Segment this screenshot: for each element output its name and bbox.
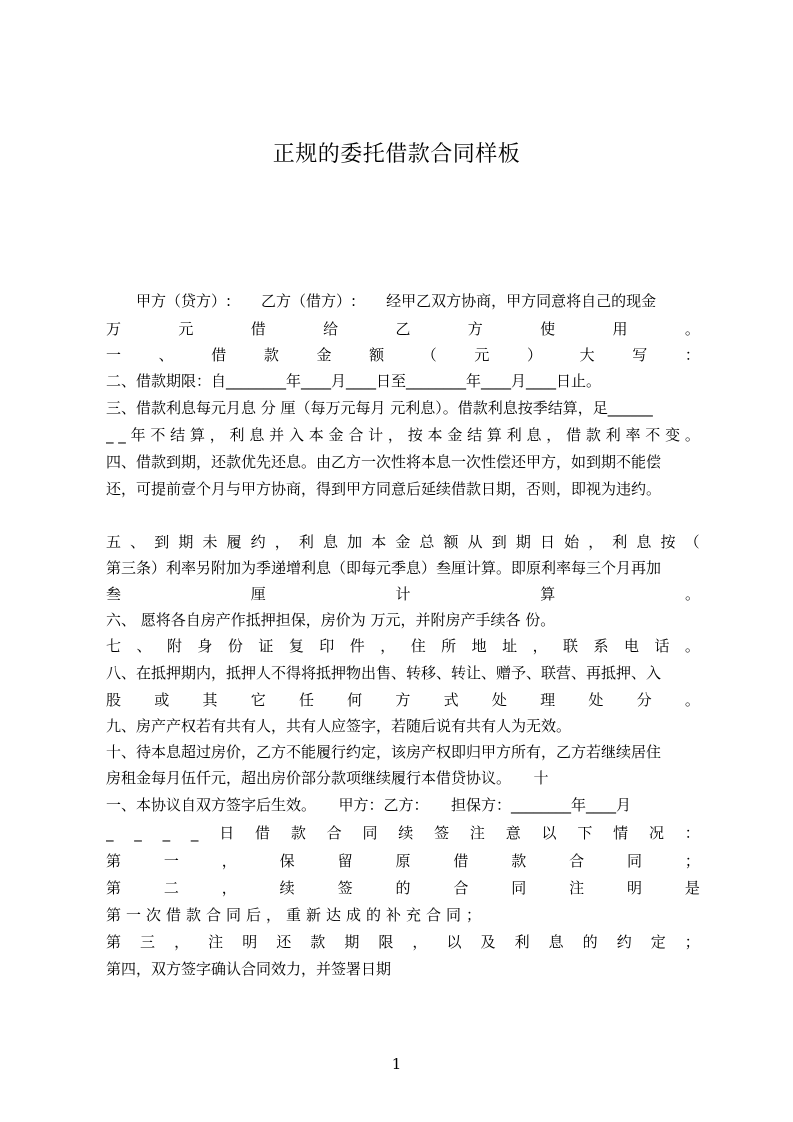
text-char: 、 — [130, 533, 146, 551]
text-char: 下 — [577, 824, 593, 842]
text-char: 息 — [322, 533, 338, 551]
text-char: 方 — [467, 320, 483, 338]
text-char: 并 — [269, 426, 285, 444]
text-char: 乙 — [395, 320, 411, 338]
text-char: 利 — [298, 533, 314, 551]
text-char: ； — [684, 933, 700, 951]
text-char: 给 — [323, 320, 339, 338]
text-char: ： — [684, 824, 700, 842]
text-char: ， — [221, 852, 237, 870]
text-char: ， — [588, 533, 604, 551]
text-char: 第 — [106, 852, 122, 870]
text-char: 。 — [684, 637, 700, 655]
text-line: 一、本协议自双方签字后生效。 甲方：乙方： 担保方：________年____月 — [106, 796, 632, 814]
text-line — [106, 875, 700, 901]
text-line: 六、 愿将各自房产作抵押担保，房价为 万元，并附房产手续各 份。 — [106, 611, 556, 629]
text-char: 复 — [288, 637, 304, 655]
text-char: 系 — [593, 637, 609, 655]
text-char: 万 — [106, 320, 122, 338]
text-char: 合 — [453, 879, 469, 897]
text-char: 借 — [211, 346, 227, 364]
text-char: 算 — [189, 426, 205, 444]
text-char: 不 — [645, 426, 661, 444]
text-char: 利 — [612, 533, 628, 551]
text-char: 期 — [178, 533, 194, 551]
text-char: 一 — [163, 852, 179, 870]
text-char: 二 — [163, 879, 179, 897]
text-char: 份 — [227, 637, 243, 655]
text-char: 、 — [158, 346, 174, 364]
text-char: 或 — [154, 691, 170, 709]
text-line — [106, 581, 700, 607]
text-char: 利 — [506, 426, 522, 444]
text-char: ， — [412, 933, 428, 951]
text-char: 额 — [369, 346, 385, 364]
text-char: 定 — [650, 933, 666, 951]
text-char: 注 — [569, 879, 585, 897]
text-char: 同 — [627, 852, 643, 870]
text-char: 利 — [514, 933, 530, 951]
text-char: 电 — [623, 637, 639, 655]
text-char: 使 — [540, 320, 556, 338]
text-char: 七 — [106, 637, 122, 655]
text-char: 续 — [398, 824, 414, 842]
text-line: 十、待本息超过房价，乙方不能履行约定，该房产权即归甲方所有，乙方若继续居住 — [106, 743, 662, 761]
text-char: 。 — [684, 426, 700, 444]
text-char: 联 — [563, 637, 579, 655]
text-char: 算 — [540, 585, 556, 603]
text-char: 式 — [443, 691, 459, 709]
text-char: 理 — [540, 691, 556, 709]
text-char: 所 — [441, 637, 457, 655]
text-char: 率 — [625, 426, 641, 444]
text-char: 息 — [526, 426, 542, 444]
text-char: 。 — [684, 691, 700, 709]
text-char: 款 — [263, 346, 279, 364]
text-char: 息 — [249, 426, 265, 444]
text-line — [106, 529, 700, 555]
text-char: 。 — [684, 585, 700, 603]
text-char: 其 — [202, 691, 218, 709]
text-char: 五 — [106, 533, 122, 551]
text-line — [106, 422, 700, 448]
text-char: 总 — [419, 533, 435, 551]
text-char: 款 — [585, 426, 601, 444]
text-char: 约 — [250, 533, 266, 551]
text-char: 股 — [106, 691, 122, 709]
text-line — [106, 820, 700, 846]
text-line — [106, 342, 700, 368]
text-char: 借 — [566, 426, 582, 444]
text-char: 处 — [491, 691, 507, 709]
text-char: ， — [532, 637, 548, 655]
text-char: 到 — [154, 533, 170, 551]
text-char: 任 — [298, 691, 314, 709]
text-char: （ — [684, 533, 700, 551]
text-char: 日 — [219, 824, 235, 842]
page-number: 1 — [391, 1055, 402, 1073]
text-char: 履 — [226, 533, 242, 551]
text-char: 明 — [627, 879, 643, 897]
text-char: 息 — [636, 533, 652, 551]
text-char: 年 — [130, 426, 146, 444]
text-char: 保 — [279, 852, 295, 870]
text-char: 款 — [290, 824, 306, 842]
text-char: 签 — [434, 824, 450, 842]
text-char: 本 — [371, 533, 387, 551]
text-char: 结 — [467, 426, 483, 444]
text-char: 第 — [106, 879, 122, 897]
text-char: 按 — [407, 426, 423, 444]
text-char: 注 — [469, 824, 485, 842]
text-line — [106, 929, 700, 955]
text-line: 四、借款到期，还款优先还息。由乙方一次性将本息一次性偿还甲方，如到期不能偿 — [106, 453, 662, 471]
text-char: 本 — [427, 426, 443, 444]
text-line: 八、在抵押期内，抵押人不得将抵押物出售、转移、转让、赠予、联营、再抵押、入 — [106, 664, 662, 682]
text-char: 本 — [308, 426, 324, 444]
text-char: 情 — [613, 824, 629, 842]
text-char: 住 — [410, 637, 426, 655]
text-char: 、 — [136, 637, 152, 655]
text-char: ， — [380, 637, 396, 655]
text-char: 一 — [106, 346, 122, 364]
text-line — [106, 687, 700, 713]
text-char: 址 — [502, 637, 518, 655]
text-char: 话 — [654, 637, 670, 655]
text-char: 地 — [471, 637, 487, 655]
text-char: 借 — [255, 824, 271, 842]
text-char: 明 — [242, 933, 258, 951]
text-char: 写 — [632, 346, 648, 364]
text-char: 叁 — [106, 585, 122, 603]
text-char: ， — [174, 933, 190, 951]
text-char: 原 — [395, 852, 411, 870]
text-char: _ — [134, 824, 142, 842]
text-char: 利 — [229, 426, 245, 444]
text-char: 约 — [616, 933, 632, 951]
text-char: 未 — [202, 533, 218, 551]
text-line — [106, 633, 700, 659]
text-char: 元 — [178, 320, 194, 338]
text-char: _ — [106, 426, 114, 444]
text-line: 还，可提前壹个月与甲方协商，得到甲方同意后延续借款日期，否则，即视为违约。 — [106, 480, 662, 498]
text-line: 第四，双方签字确认合同效力，并签署日期 — [106, 960, 392, 978]
text-char: 用 — [612, 320, 628, 338]
text-char: 日 — [539, 533, 555, 551]
text-char: ： — [684, 346, 700, 364]
text-char: 的 — [395, 879, 411, 897]
text-line: 甲方（贷方）: 乙方（借方）: 经甲乙双方协商，甲方同意将自己的现金 — [136, 292, 657, 310]
text-char: 签 — [337, 879, 353, 897]
text-char: 续 — [279, 879, 295, 897]
text-char: 合 — [326, 824, 342, 842]
text-char: 变 — [665, 426, 681, 444]
text-line: 二、借款期限：自________年____月____日至________年____月____日止。 — [106, 372, 602, 390]
text-char: 息 — [548, 933, 564, 951]
text-char: 件 — [349, 637, 365, 655]
text-char: 元 — [474, 346, 490, 364]
text-char: ， — [387, 426, 403, 444]
text-char: 借 — [453, 852, 469, 870]
text-char: 附 — [166, 637, 182, 655]
text-char: 及 — [480, 933, 496, 951]
text-char: _ — [106, 824, 114, 842]
text-char: 意 — [505, 824, 521, 842]
text-char: 大 — [579, 346, 595, 364]
text-char: 额 — [443, 533, 459, 551]
text-line: 第三条）利率另附加为季递增利息（即每元季息）叁厘计算。即原利率每三个月再加 — [106, 559, 662, 577]
text-char: （ — [421, 346, 437, 364]
text-char: 金 — [328, 426, 344, 444]
page-title: 正规的委托借款合同样板 — [272, 142, 521, 167]
text-char: 款 — [511, 852, 527, 870]
text-char: 算 — [486, 426, 502, 444]
text-char: ） — [527, 346, 543, 364]
text-line: 三、借款利息每元月息 分 厘（每万元每月 元利息）。借款利息按季结算，足______ — [106, 399, 653, 417]
text-char: 借 — [250, 320, 266, 338]
text-char: 注 — [208, 933, 224, 951]
text-char: 方 — [395, 691, 411, 709]
text-line — [106, 848, 700, 874]
text-char: 。 — [684, 320, 700, 338]
text-char: 身 — [197, 637, 213, 655]
text-char: 同 — [362, 824, 378, 842]
text-char: 同 — [511, 879, 527, 897]
text-char: 期 — [515, 533, 531, 551]
text-char: 第 — [106, 933, 122, 951]
text-char: 计 — [368, 426, 384, 444]
text-char: 是 — [684, 879, 700, 897]
text-char: 加 — [347, 533, 363, 551]
text-char: 以 — [446, 933, 462, 951]
text-line: 第一次借款合同后，重新达成的补充合同； — [106, 906, 487, 924]
text-char: 入 — [288, 426, 304, 444]
text-char: 以 — [541, 824, 557, 842]
text-char: 印 — [319, 637, 335, 655]
text-char: 分 — [636, 691, 652, 709]
text-char: ， — [209, 426, 225, 444]
text-char: 况 — [648, 824, 664, 842]
text-char: 三 — [140, 933, 156, 951]
text-char: 不 — [150, 426, 166, 444]
text-char: 金 — [447, 426, 463, 444]
text-char: 利 — [605, 426, 621, 444]
text-char: 限 — [378, 933, 394, 951]
text-char: ， — [546, 426, 562, 444]
text-char: 款 — [310, 933, 326, 951]
text-char: 证 — [258, 637, 274, 655]
text-char: 它 — [250, 691, 266, 709]
text-line — [106, 316, 700, 342]
text-char: 期 — [344, 933, 360, 951]
text-char: ， — [274, 533, 290, 551]
text-char: 的 — [582, 933, 598, 951]
text-char: 合 — [348, 426, 364, 444]
text-char: _ — [190, 824, 199, 842]
text-char: 到 — [491, 533, 507, 551]
text-char: _ — [162, 824, 171, 842]
text-char: 处 — [588, 691, 604, 709]
text-char: 金 — [316, 346, 332, 364]
text-char: 厘 — [250, 585, 266, 603]
text-char: _ — [118, 426, 126, 444]
text-char: 结 — [170, 426, 186, 444]
text-line: 房租金每月伍仟元，超出房价部分款项继续履行本借贷协议。 十 — [106, 769, 549, 787]
text-char: 合 — [569, 852, 585, 870]
text-char: 始 — [564, 533, 580, 551]
text-char: 按 — [660, 533, 676, 551]
text-char: ； — [684, 852, 700, 870]
text-char: ， — [221, 879, 237, 897]
text-char: 留 — [337, 852, 353, 870]
text-char: 金 — [395, 533, 411, 551]
text-line: 九、房产产权若有共有人，共有人应签字，若随后说有共有人为无效。 — [106, 717, 572, 735]
text-char: 还 — [276, 933, 292, 951]
text-char: 从 — [467, 533, 483, 551]
text-char: 计 — [395, 585, 411, 603]
text-char: 何 — [347, 691, 363, 709]
